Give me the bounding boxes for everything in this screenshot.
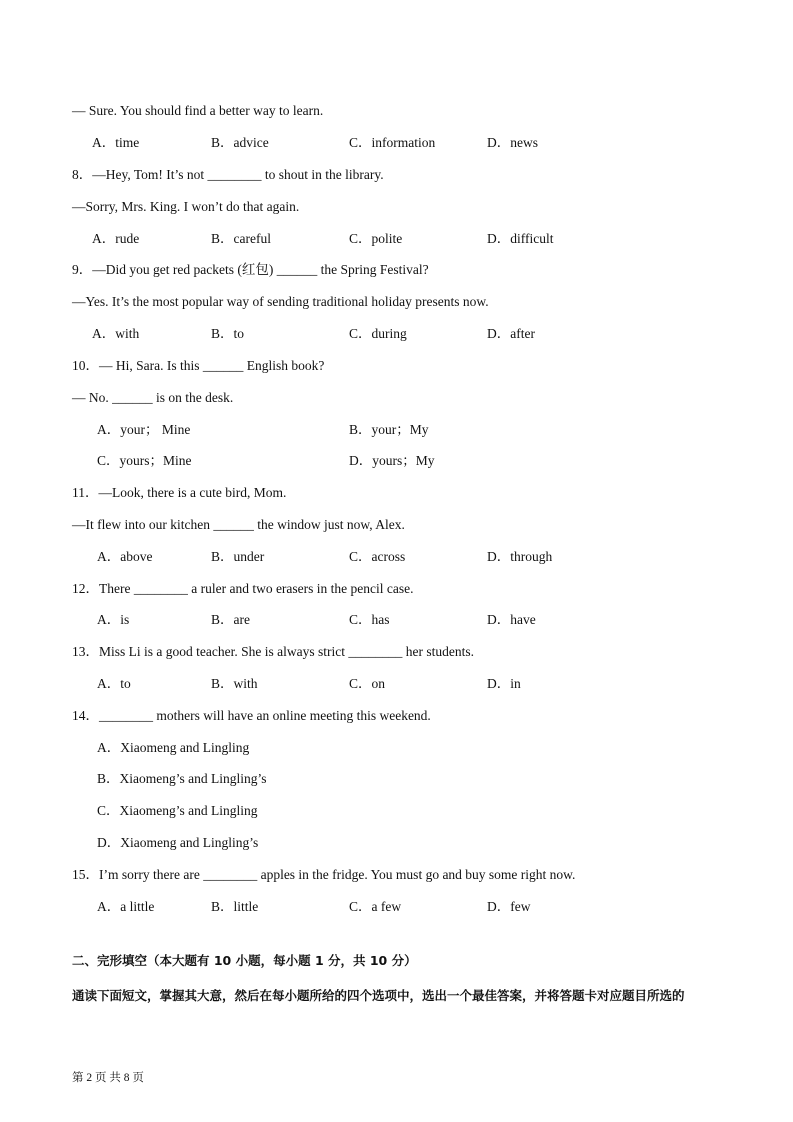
section-instruction: 通读下面短文，掌握其大意，然后在每小题所给的四个选项中，选出一个最佳答案，并将答题卡对应题目所选的 [72,988,685,1003]
q10-option-a: A．your； Mine [97,422,191,437]
q14-prompt: 14．________ mothers will have an online meeting this weekend. [72,708,431,723]
q11-response: —It flew into our kitchen ______ the window just now, Alex. [72,517,405,532]
q10-prompt: 10．— Hi, Sara. Is this ______ English book? [72,358,325,373]
q11-option-d: D．through [487,549,553,564]
q8-option-c: C．polite [349,231,403,246]
q10-option-c: C．yours；Mine [97,453,192,468]
q9-prompt: 9．—Did you get red packets (红包) ______ the Spring Festival? [72,262,429,277]
page-number-footer: 第 2 页 共 8 页 [72,1072,144,1084]
q10-option-b: B．your；My [349,422,429,437]
q15-option-a: A．a little [97,899,155,914]
q14-option-c: C．Xiaomeng’s and Lingling [97,803,258,818]
q12-option-a: A．is [97,612,130,627]
q13-prompt: 13．Miss Li is a good teacher. She is always strict ________ her students. [72,644,474,659]
q12-prompt: 12．There ________ a ruler and two erasers in the pencil case. [72,581,414,596]
q12-option-b: B．are [211,612,250,627]
q13-option-b: B．with [211,676,258,691]
q14-option-d: D．Xiaomeng and Lingling’s [97,835,259,850]
q9-option-c: C．during [349,326,407,341]
q15-prompt: 15．I’m sorry there are ________ apples in the fridge. You must go and buy some right now. [72,867,576,882]
q9-option-d: D．after [487,326,535,341]
q11-option-a: A．above [97,549,153,564]
q14-option-b: B．Xiaomeng’s and Lingling’s [97,771,267,786]
q11-option-b: B．under [211,549,265,564]
q13-option-c: C．on [349,676,386,691]
q8-option-d: D．difficult [487,231,554,246]
section-heading: 二、完形填空（本大题有 10 小题，每小题 1 分，共 10 分） [72,953,417,968]
q10-option-d: D．yours；My [349,453,435,468]
q8-option-a: A．rude [92,231,140,246]
q7-option-d: D．news [487,135,538,150]
q14-option-a: A．Xiaomeng and Lingling [97,740,250,755]
q12-option-c: C．has [349,612,390,627]
q8-response: —Sorry, Mrs. King. I won’t do that again. [72,199,300,214]
q7-option-c: C．information [349,135,436,150]
q9-option-a: A．with [92,326,140,341]
q7-option-b: B．advice [211,135,269,150]
q7-response: — Sure. You should find a better way to learn. [72,103,324,118]
q10-response: — No. ______ is on the desk. [72,390,234,405]
q11-prompt: 11．—Look, there is a cute bird, Mom. [72,485,287,500]
q13-option-d: D．in [487,676,521,691]
q9-response: —Yes. It’s the most popular way of sending traditional holiday presents now. [72,294,489,309]
q12-option-d: D．have [487,612,536,627]
q13-option-a: A．to [97,676,131,691]
q15-option-b: B．little [211,899,259,914]
q8-prompt: 8．—Hey, Tom! It’s not ________ to shout in the library. [72,167,384,182]
q8-option-b: B．careful [211,231,271,246]
q15-option-c: C．a few [349,899,402,914]
q15-option-d: D．few [487,899,531,914]
q11-option-c: C．across [349,549,406,564]
q9-option-b: B．to [211,326,245,341]
q7-option-a: A．time [92,135,140,150]
